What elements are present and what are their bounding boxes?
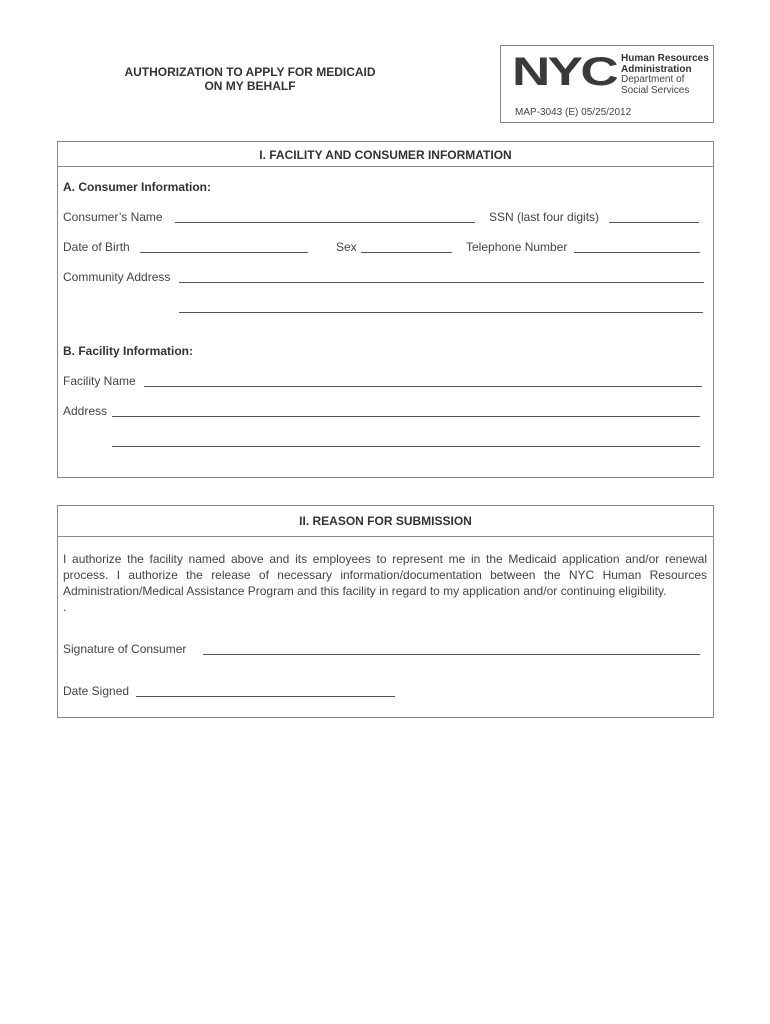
agency-line2: Administration (621, 63, 692, 75)
facility-name-field[interactable] (144, 386, 702, 387)
sex-label: Sex (336, 240, 357, 254)
form-title-line2: ON MY BEHALF (204, 79, 296, 93)
consumer-name-field[interactable] (175, 222, 475, 223)
agency-line3: Department of (621, 74, 685, 85)
nyc-logo (511, 53, 617, 89)
nyc-logo-text: NYC (512, 53, 617, 89)
ssn-label: SSN (last four digits) (489, 210, 600, 224)
facility-name-label: Facility Name (63, 374, 136, 388)
date-signed-field[interactable] (136, 696, 395, 697)
telephone-field[interactable] (574, 252, 700, 253)
telephone-label: Telephone Number (466, 240, 568, 254)
facility-address-field-1[interactable] (112, 416, 700, 417)
date-signed-label: Date Signed (63, 684, 130, 698)
facility-address-field-2[interactable] (112, 446, 700, 447)
agency-logo-box (500, 45, 714, 123)
signature-field[interactable] (203, 654, 700, 655)
consumer-info-heading: A. Consumer Information: (63, 180, 212, 194)
authorization-text: I authorize the facility named above and its employees to represent me in the Medicaid application and/or renewal process. I authorize the release of necessary information/documentation between the NYC Human Resources Administration/Medical Assistance Program and this facility in regard to my application and/or continuing eligibility. (63, 552, 707, 598)
signature-label: Signature of Consumer (63, 642, 187, 656)
section1-heading: I. FACILITY AND CONSUMER INFORMATION (58, 142, 713, 167)
community-address-label: Community Address (63, 270, 171, 284)
section2-heading: II. REASON FOR SUBMISSION (58, 506, 713, 537)
form-number: MAP-3043 (E) 05/25/2012 (515, 107, 632, 118)
agency-line4: Social Services (621, 84, 690, 96)
facility-address-label: Address (63, 404, 108, 418)
form-title-line1: AUTHORIZATION TO APPLY FOR MEDICAID (124, 65, 376, 79)
dob-label: Date of Birth (63, 240, 130, 254)
statement-end: . (63, 600, 67, 614)
consumer-name-label: Consumer’s Name (63, 210, 163, 224)
community-address-field-2[interactable] (179, 312, 703, 313)
community-address-field-1[interactable] (179, 282, 704, 283)
agency-line1: Human Resources (621, 53, 709, 64)
ssn-field[interactable] (609, 222, 699, 223)
sex-field[interactable] (361, 252, 452, 253)
facility-info-heading: B. Facility Information: (63, 344, 194, 358)
dob-field[interactable] (140, 252, 308, 253)
authorization-statement (63, 551, 707, 615)
form-title (90, 65, 410, 93)
agency-name (621, 54, 709, 96)
